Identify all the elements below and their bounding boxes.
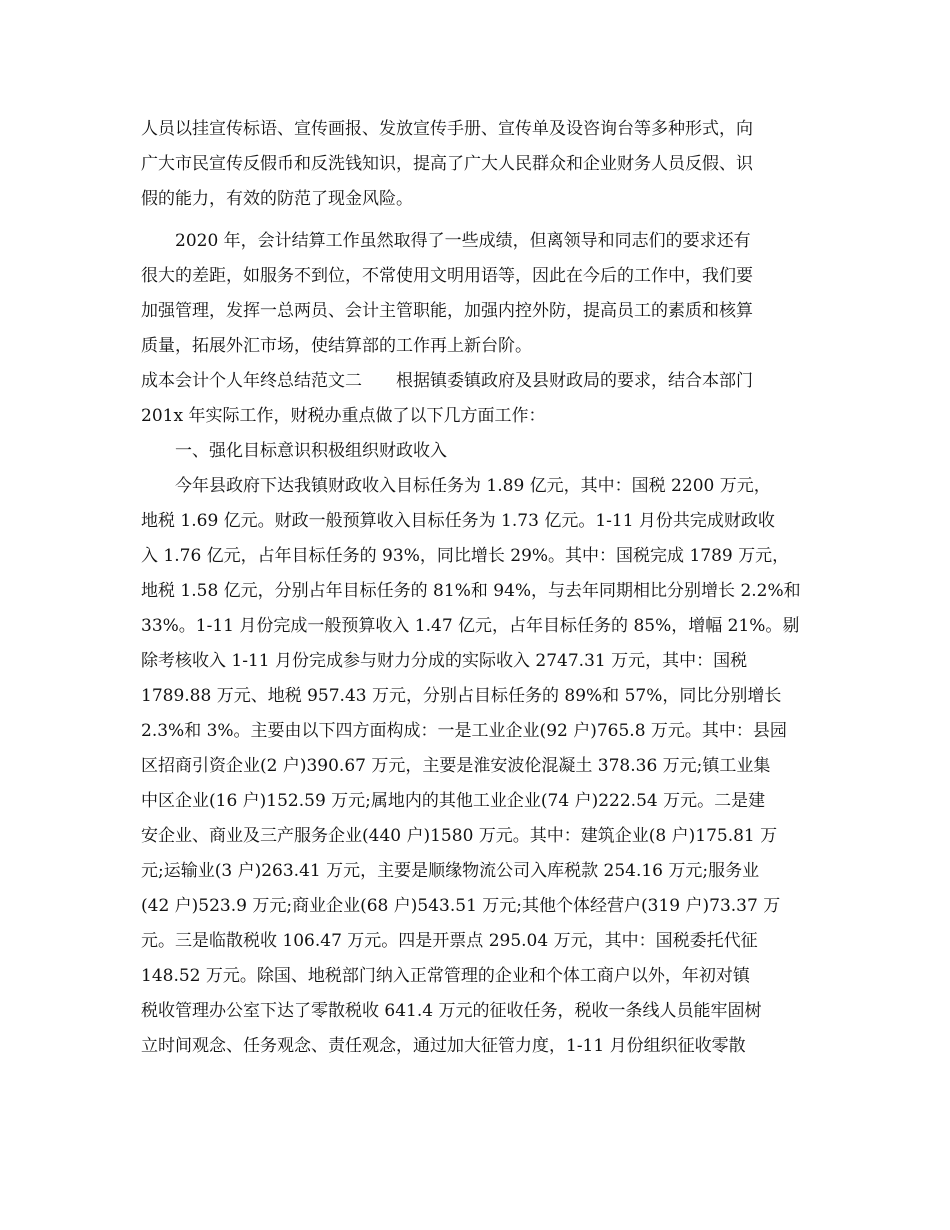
paragraph-line: 中区企业(16 户)152.59 万元;属地内的其他工业企业(74 户)222.54 万元。二是建 bbox=[141, 791, 766, 811]
paragraph-line: 很大的差距，如服务不到位，不常使用文明用语等，因此在今后的工作中，我们要 bbox=[141, 266, 753, 286]
paragraph-line: 地税 1.58 亿元，分别占年目标任务的 81%和 94%，与去年同期相比分别增长 2.2%和 bbox=[141, 581, 801, 601]
paragraph-line: 地税 1.69 亿元。财政一般预算收入目标任务为 1.73 亿元。1-11 月份共完成财政收 bbox=[141, 511, 775, 531]
paragraph-line: 税收管理办公室下达了零散税收 641.4 万元的征收任务，税收一条线人员能牢固树 bbox=[141, 1001, 762, 1021]
paragraph-line: 安企业、商业及三产服务企业(440 户)1580 万元。其中：建筑企业(8 户)175.81 万 bbox=[141, 826, 778, 846]
paragraph-line: 2020 年，会计结算工作虽然取得了一些成绩，但离领导和同志们的要求还有 bbox=[175, 231, 751, 251]
paragraph-line: 广大市民宣传反假币和反洗钱知识，提高了广大人民群众和企业财务人员反假、识 bbox=[141, 154, 753, 174]
paragraph-line: 质量，拓展外汇市场，使结算部的工作再上新台阶。 bbox=[141, 336, 532, 356]
paragraph-line: 入 1.76 亿元，占年目标任务的 93%，同比增长 29%。其中：国税完成 1789 万元， bbox=[141, 546, 790, 566]
paragraph-line: 148.52 万元。除国、地税部门纳入正常管理的企业和个体工商户以外，年初对镇 bbox=[141, 966, 750, 986]
paragraph-line: 除考核收入 1-11 月份完成参与财力分成的实际收入 2747.31 万元，其中：国税 bbox=[141, 651, 748, 671]
paragraph-line: 33%。1-11 月份完成一般预算收入 1.47 亿元，占年目标任务的 85%，增幅 21%。剔 bbox=[141, 616, 800, 636]
paragraph-line: 人员以挂宣传标语、宣传画报、发放宣传手册、宣传单及设咨询台等多种形式，向 bbox=[141, 119, 753, 139]
paragraph-line: 元。三是临散税收 106.47 万元。四是开票点 295.04 万元，其中：国税委托代征 bbox=[141, 931, 758, 951]
paragraph-line: 元;运输业(3 户)263.41 万元，主要是顺缘物流公司入库税款 254.16 万元;服务业 bbox=[141, 861, 760, 881]
paragraph-line: (42 户)523.9 万元;商业企业(68 户)543.51 万元;其他个体经营户(319 户)73.37 万 bbox=[141, 896, 781, 916]
paragraph-line: 今年县政府下达我镇财政收入目标任务为 1.89 亿元，其中：国税 2200 万元， bbox=[175, 476, 771, 496]
paragraph-line: 加强管理，发挥一总两员、会计主管职能，加强内控外防，提高员工的素质和核算 bbox=[141, 301, 753, 321]
paragraph-line: 201x 年实际工作，财税办重点做了以下几方面工作： bbox=[141, 406, 546, 426]
paragraph-line: 1789.88 万元、地税 957.43 万元，分别占目标任务的 89%和 57%，同比分别增长 bbox=[141, 686, 782, 706]
section-heading-line: 成本会计个人年终总结范文二 根据镇委镇政府及县财政局的要求，结合本部门 bbox=[141, 371, 753, 391]
subsection-heading: 一、强化目标意识积极组织财政收入 bbox=[175, 441, 447, 461]
paragraph-line: 区招商引资企业(2 户)390.67 万元，主要是淮安波伦混凝土 378.36 万元;镇工业集 bbox=[141, 756, 771, 776]
paragraph-line: 2.3%和 3%。主要由以下四方面构成：一是工业企业(92 户)765.8 万元。其中：县园 bbox=[141, 721, 787, 741]
paragraph-line: 假的能力，有效的防范了现金风险。 bbox=[141, 189, 413, 209]
paragraph-line: 立时间观念、任务观念、责任观念，通过加大征管力度，1-11 月份组织征收零散 bbox=[141, 1036, 746, 1056]
